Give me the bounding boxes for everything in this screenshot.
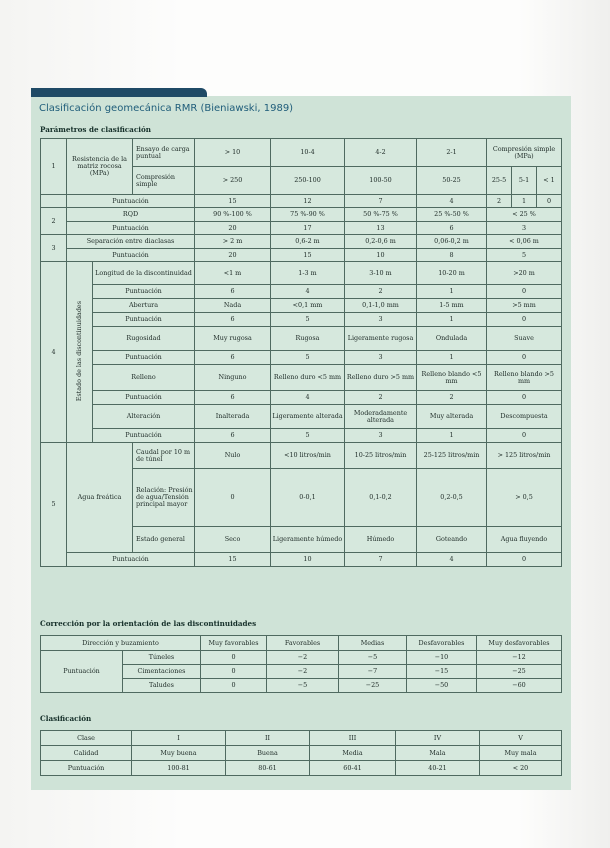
p5-value: Agua fluyendo [487, 527, 562, 553]
p2-value: 90 %-100 % [195, 208, 271, 222]
header-tab [31, 88, 207, 97]
p3-score-label: Puntuación [67, 249, 195, 262]
p1-number: 1 [41, 139, 67, 195]
p5-score-label: Puntuación [67, 553, 195, 567]
p4-value: >20 m [487, 262, 562, 285]
p4-value: <0,1 mm [271, 299, 345, 313]
correction-row-label: Taludes [123, 679, 201, 693]
p4-value: 0 [487, 285, 562, 299]
classification-value: 40-21 [396, 761, 480, 776]
p4-value: 1 [417, 285, 487, 299]
correction-value: −2 [267, 665, 339, 679]
correction-header: Desfavorables [407, 636, 477, 651]
classification-value: Buena [226, 746, 310, 761]
p4-number: 4 [41, 262, 67, 443]
p4-value: Nada [195, 299, 271, 313]
p3-score: 5 [487, 249, 562, 262]
p4-value: Relleno blando >5 mm [487, 365, 562, 391]
p2-score: 6 [417, 222, 487, 235]
p4-row [41, 285, 562, 299]
p4-row [41, 299, 562, 313]
p1-test1-value: > 10 [195, 139, 271, 167]
p1-test1-value: 4-2 [345, 139, 417, 167]
p1-score: 7 [345, 195, 417, 208]
p4-row-label: Puntuación [93, 391, 195, 405]
p5-row-label: Estado general [133, 527, 195, 553]
p3-number: 3 [41, 235, 67, 262]
classification-value: Mala [396, 746, 480, 761]
p5-value: 0 [195, 469, 271, 527]
p1-test2-label: Compresión simple [133, 167, 195, 195]
p1-test2-value: 250-100 [271, 167, 345, 195]
p4-row-label: Alteración [93, 405, 195, 429]
correction-value: −12 [477, 651, 562, 665]
p5-value: > 0,5 [487, 469, 562, 527]
correction-row-label: Cimentaciones [123, 665, 201, 679]
p4-value: 6 [195, 429, 271, 443]
correction-value: 0 [201, 679, 267, 693]
p4-value: 4 [271, 285, 345, 299]
classification-value: Muy mala [480, 746, 562, 761]
correction-value: −2 [267, 651, 339, 665]
p4-value: 0 [487, 313, 562, 327]
p5-score: 4 [417, 553, 487, 567]
p4-value: Descompuesta [487, 405, 562, 429]
p4-row-label: Relleno [93, 365, 195, 391]
p4-group-cell [67, 262, 93, 443]
p5-score: 10 [271, 553, 345, 567]
section-parameters-heading: Parámetros de clasificación [40, 125, 151, 134]
p5-value: 0,1-0,2 [345, 469, 417, 527]
p4-value: Rugosa [271, 327, 345, 351]
p4-value: Muy alterada [417, 405, 487, 429]
p4-value: 0,1-1,0 mm [345, 299, 417, 313]
p2-score: 20 [195, 222, 271, 235]
p1-test2-last: 5-1 [512, 167, 537, 195]
classification-row-label: Puntuación [41, 761, 132, 776]
p5-score-row [41, 553, 562, 567]
p4-value: <1 m [195, 262, 271, 285]
p5-row-label: Caudal por 10 m de túnel [133, 443, 195, 469]
p4-value: Muy rugosa [195, 327, 271, 351]
document-title: Clasificación geomecánica RMR (Bieniawski, 1989) [39, 103, 294, 114]
p4-value: 3-10 m [345, 262, 417, 285]
p4-value: 6 [195, 351, 271, 365]
p1-label: Resistencia de la matriz rocosa (MPa) [67, 139, 133, 195]
p5-value: 0,2-0,5 [417, 469, 487, 527]
correction-value: −50 [407, 679, 477, 693]
classification-value: IV [396, 731, 480, 746]
correction-value: 0 [201, 651, 267, 665]
correction-value: −25 [477, 665, 562, 679]
p4-row [41, 351, 562, 365]
classification-value: V [480, 731, 562, 746]
p5-value: Ligeramente húmedo [271, 527, 345, 553]
p4-value: 2 [417, 391, 487, 405]
p3-value: 0,06-0,2 m [417, 235, 487, 249]
p1-test2-last: < 1 [537, 167, 562, 195]
p5-value: 25-125 litros/min [417, 443, 487, 469]
p4-row [41, 327, 562, 351]
p2-score: 17 [271, 222, 345, 235]
p1-test1-value: 2-1 [417, 139, 487, 167]
p4-value: Ligeramente rugosa [345, 327, 417, 351]
correction-header-row [41, 636, 562, 651]
correction-table [40, 635, 562, 693]
classification-value: Muy buena [132, 746, 226, 761]
p4-row [41, 405, 562, 429]
p1-score: 12 [271, 195, 345, 208]
correction-value: −5 [267, 679, 339, 693]
p4-value: 2 [345, 285, 417, 299]
p4-value: 1-3 m [271, 262, 345, 285]
p4-value: 10-20 m [417, 262, 487, 285]
p5-value: 10-25 litros/min [345, 443, 417, 469]
p4-row [41, 429, 562, 443]
p2-value: < 25 % [487, 208, 562, 222]
p4-value: Relleno blando <5 mm [417, 365, 487, 391]
classification-row-label: Calidad [41, 746, 132, 761]
p4-value: 6 [195, 313, 271, 327]
p4-value: 4 [271, 391, 345, 405]
p1-test2-value: 100-50 [345, 167, 417, 195]
correction-header: Medias [339, 636, 407, 651]
p1-test1-last: Compresión simple (MPa) [487, 139, 562, 167]
p3-label: Separación entre diaclasas [67, 235, 195, 249]
p4-value: 1 [417, 429, 487, 443]
p1-score-last: 0 [537, 195, 562, 208]
p4-value: Ondulada [417, 327, 487, 351]
p4-value: 0 [487, 351, 562, 365]
p4-value: 6 [195, 391, 271, 405]
p5-value: 0-0,1 [271, 469, 345, 527]
classification-value: I [132, 731, 226, 746]
p5-value: Seco [195, 527, 271, 553]
correction-score-label: Puntuación [41, 651, 123, 693]
p5-value: Nulo [195, 443, 271, 469]
p2-value: 50 %-75 % [345, 208, 417, 222]
p4-value: 1-5 mm [417, 299, 487, 313]
p2-value: 25 %-50 % [417, 208, 487, 222]
p4-value: >5 mm [487, 299, 562, 313]
correction-row [41, 651, 562, 665]
p3-score: 15 [271, 249, 345, 262]
p4-value: 0 [487, 429, 562, 443]
p4-value: 1 [417, 313, 487, 327]
classification-row [41, 746, 562, 761]
p3-value: > 2 m [195, 235, 271, 249]
p4-row [41, 391, 562, 405]
p4-row-label: Puntuación [93, 285, 195, 299]
section-classification-heading: Clasificación [40, 714, 92, 723]
p4-row-label: Puntuación [93, 313, 195, 327]
classification-value: 100-81 [132, 761, 226, 776]
section-correction-heading: Corrección por la orientación de las discontinuidades [40, 619, 257, 628]
p5-score: 7 [345, 553, 417, 567]
classification-value: 60-41 [310, 761, 396, 776]
correction-header: Favorables [267, 636, 339, 651]
p1-test2-last: 25-5 [487, 167, 512, 195]
correction-value: 0 [201, 665, 267, 679]
p2-value: 75 %-90 % [271, 208, 345, 222]
correction-value: −7 [339, 665, 407, 679]
p3-score-row [41, 249, 562, 262]
p5-value: Húmedo [345, 527, 417, 553]
p5-value: Goteando [417, 527, 487, 553]
p5-value: > 125 litros/min [487, 443, 562, 469]
p3-row [41, 235, 562, 249]
p4-value: 3 [345, 351, 417, 365]
p2-score: 13 [345, 222, 417, 235]
p4-value: 5 [271, 351, 345, 365]
correction-value: −25 [339, 679, 407, 693]
p4-value: 5 [271, 429, 345, 443]
p2-score-row [41, 222, 562, 235]
classification-value: II [226, 731, 310, 746]
p5-score: 15 [195, 553, 271, 567]
p1-test1-label: Ensayo de carga puntual [133, 139, 195, 167]
p5-score: 0 [487, 553, 562, 567]
correction-value: −15 [407, 665, 477, 679]
p4-row [41, 365, 562, 391]
p1-score: 4 [417, 195, 487, 208]
p3-value: < 0,06 m [487, 235, 562, 249]
p4-value: 3 [345, 313, 417, 327]
p5-number: 5 [41, 443, 67, 567]
classification-row-label: Clase [41, 731, 132, 746]
p2-label: RQD [67, 208, 195, 222]
p1-score: 15 [195, 195, 271, 208]
classification-table [40, 730, 562, 776]
p4-value: Relleno duro <5 mm [271, 365, 345, 391]
classification-row [41, 731, 562, 746]
classification-value: Media [310, 746, 396, 761]
p1-test2-value: 50-25 [417, 167, 487, 195]
p3-score: 8 [417, 249, 487, 262]
correction-header: Muy favorables [201, 636, 267, 651]
p4-row-label: Rugosidad [93, 327, 195, 351]
p4-value: 5 [271, 313, 345, 327]
p4-row-label: Puntuación [93, 429, 195, 443]
p4-group-label: Estado de las discontinuidades [75, 301, 84, 402]
p3-score: 10 [345, 249, 417, 262]
correction-value: −60 [477, 679, 562, 693]
p4-value: Ninguno [195, 365, 271, 391]
p1-score-last: 2 [487, 195, 512, 208]
p5-row-label: Relación: Presión de agua/Tensión principal mayor [133, 469, 195, 527]
classification-value: III [310, 731, 396, 746]
p2-number: 2 [41, 208, 67, 235]
p1-score-row [41, 195, 562, 208]
p4-value: 6 [195, 285, 271, 299]
correction-header: Muy desfavorables [477, 636, 562, 651]
p1-score-label: Puntuación [67, 195, 195, 208]
p3-value: 0,2-0,6 m [345, 235, 417, 249]
p3-score: 20 [195, 249, 271, 262]
p1-test2-value: > 250 [195, 167, 271, 195]
parameters-table [40, 138, 562, 567]
p4-value: 0 [487, 391, 562, 405]
p5-group-label: Agua freática [67, 443, 133, 553]
p4-row [41, 262, 562, 285]
classification-value: 80-61 [226, 761, 310, 776]
p4-row-label: Abertura [93, 299, 195, 313]
p2-score-label: Puntuación [67, 222, 195, 235]
p4-value: Ligeramente alterada [271, 405, 345, 429]
p4-value: Moderadamente alterada [345, 405, 417, 429]
p4-value: 2 [345, 391, 417, 405]
p4-row [41, 313, 562, 327]
p4-value: Suave [487, 327, 562, 351]
p1-row-point-load [41, 139, 562, 167]
p4-row-label: Puntuación [93, 351, 195, 365]
p2-row [41, 208, 562, 222]
p4-value: 3 [345, 429, 417, 443]
classification-row [41, 761, 562, 776]
correction-header-label: Dirección y buzamiento [41, 636, 201, 651]
p5-row [41, 443, 562, 469]
p4-value: 1 [417, 351, 487, 365]
p5-value: <10 litros/min [271, 443, 345, 469]
p3-value: 0,6-2 m [271, 235, 345, 249]
p4-row-label: Longitud de la discontinuidad [93, 262, 195, 285]
p1-score-last: 1 [512, 195, 537, 208]
p2-score: 3 [487, 222, 562, 235]
correction-value: −5 [339, 651, 407, 665]
p4-value: Inalterada [195, 405, 271, 429]
correction-row-label: Túneles [123, 651, 201, 665]
correction-value: −10 [407, 651, 477, 665]
classification-value: < 20 [480, 761, 562, 776]
p1-test1-value: 10-4 [271, 139, 345, 167]
p4-value: Relleno duro >5 mm [345, 365, 417, 391]
